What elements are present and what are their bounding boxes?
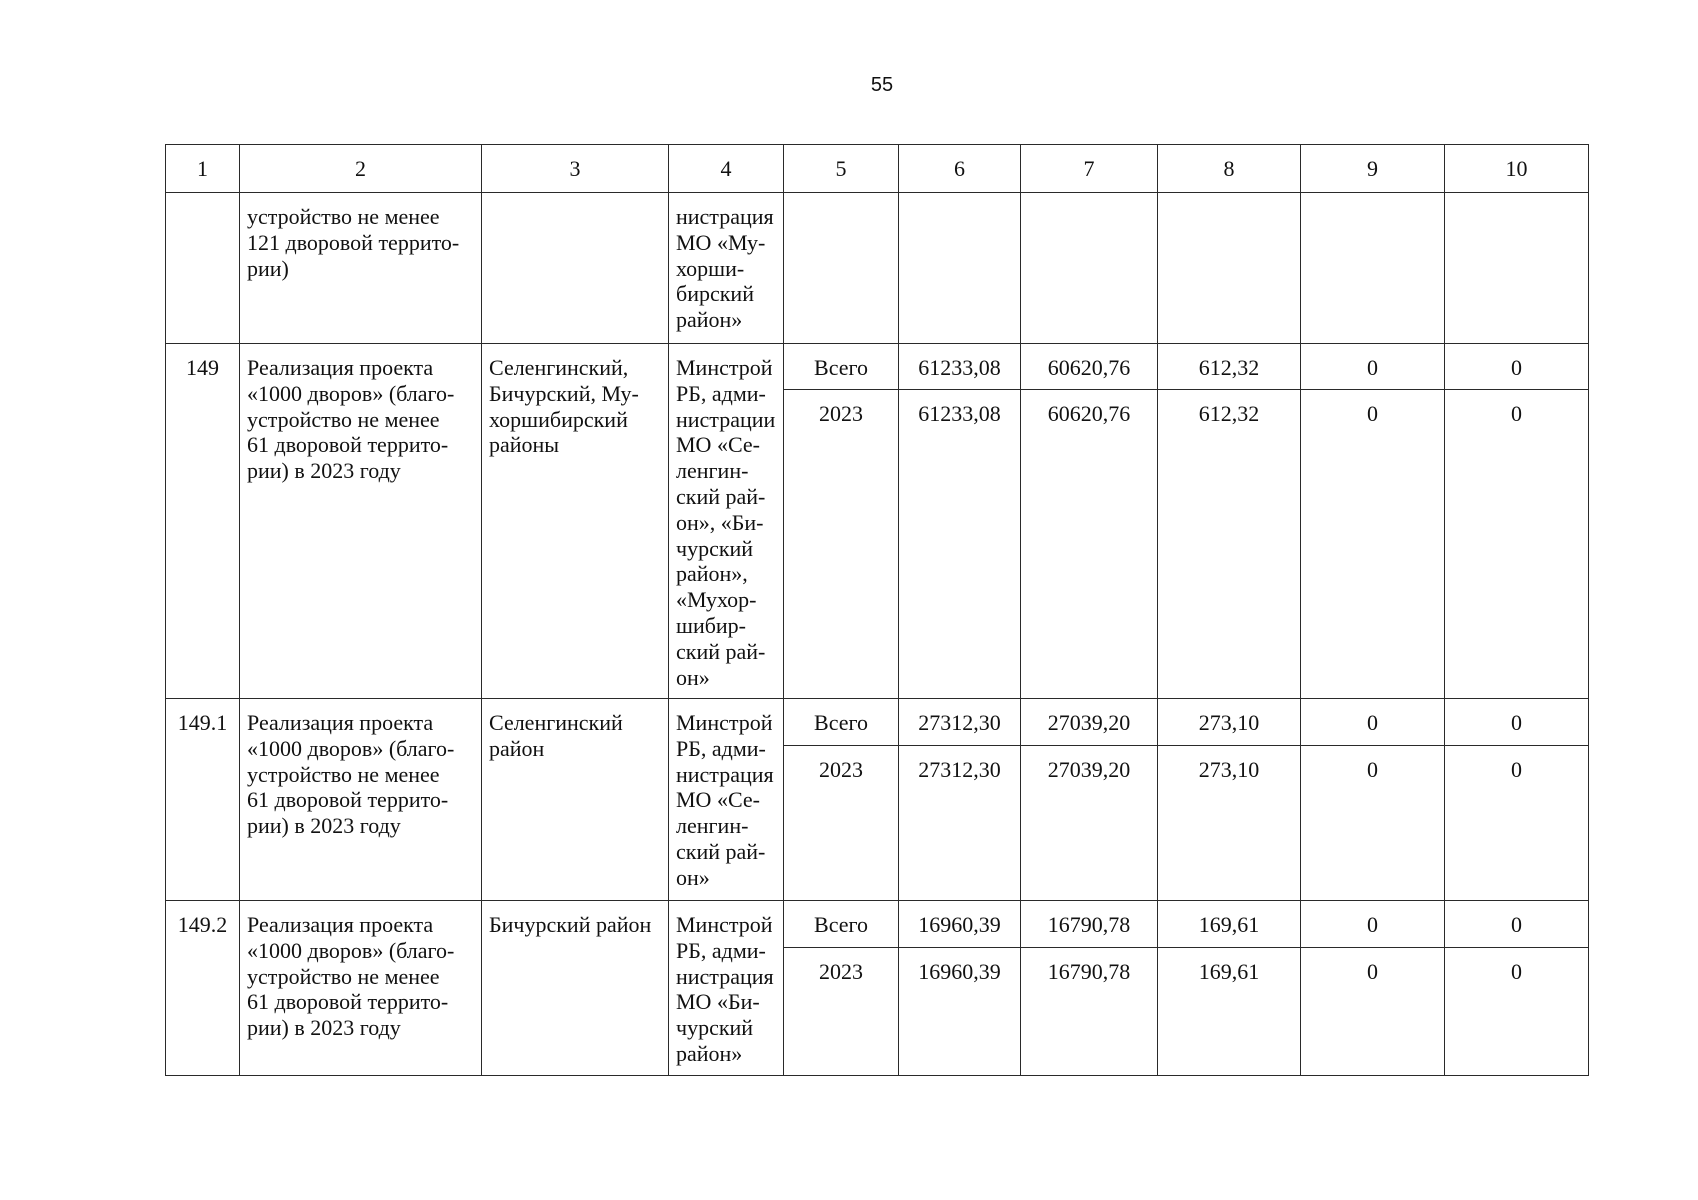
executor-cell: Минстрой РБ, адми- нистрация МО «Се- ленгин- ский рай- он» <box>669 699 784 901</box>
table-header-cell: 8 <box>1158 145 1301 193</box>
value-cell: 0 <box>1301 901 1445 948</box>
period-cell: 2023 <box>784 948 899 1076</box>
table-row <box>166 901 1589 948</box>
value-cell: 0 <box>1301 344 1445 390</box>
table-row <box>166 344 1589 390</box>
description-cell: Реализация проекта «1000 дворов» (благо- устройство не менее 61 дворовой террито- рии) в 2023 году <box>240 901 482 1076</box>
value-cell: 612,32 <box>1158 344 1301 390</box>
table-header-row <box>166 145 1589 193</box>
value-cell: 0 <box>1301 699 1445 746</box>
value-cell: 27312,30 <box>899 699 1021 746</box>
row-number-cell: 149 <box>166 344 240 699</box>
value-cell: 612,32 <box>1158 390 1301 699</box>
period-cell <box>784 193 899 344</box>
value-cell: 60620,76 <box>1021 390 1158 699</box>
description-cell: устройство не менее 121 дворовой террито- рии) <box>240 193 482 344</box>
value-cell: 0 <box>1445 344 1589 390</box>
value-cell: 273,10 <box>1158 699 1301 746</box>
executor-cell: нистрация МО «Му- хорши- бирский район» <box>669 193 784 344</box>
value-cell: 16960,39 <box>899 901 1021 948</box>
page-number: 55 <box>870 74 894 96</box>
value-cell: 0 <box>1445 746 1589 901</box>
description-cell: Реализация проекта «1000 дворов» (благо- устройство не менее 61 дворовой террито- рии) в 2023 году <box>240 344 482 699</box>
value-cell: 60620,76 <box>1021 344 1158 390</box>
value-cell <box>1301 193 1445 344</box>
value-cell: 0 <box>1301 948 1445 1076</box>
table-header-cell: 7 <box>1021 145 1158 193</box>
value-cell <box>1021 193 1158 344</box>
row-number-cell: 149.2 <box>166 901 240 1076</box>
district-cell: Селенгинский, Бичурский, Му- хоршибирский районы <box>482 344 669 699</box>
value-cell: 0 <box>1301 390 1445 699</box>
value-cell: 16960,39 <box>899 948 1021 1076</box>
table-header-cell: 4 <box>669 145 784 193</box>
value-cell: 27312,30 <box>899 746 1021 901</box>
value-cell: 16790,78 <box>1021 901 1158 948</box>
value-cell <box>899 193 1021 344</box>
period-cell: Всего <box>784 901 899 948</box>
district-cell <box>482 193 669 344</box>
table-header-cell: 3 <box>482 145 669 193</box>
table-header-cell: 1 <box>166 145 240 193</box>
period-cell: 2023 <box>784 390 899 699</box>
data-table <box>165 144 1589 1076</box>
value-cell: 0 <box>1445 948 1589 1076</box>
executor-cell: Минстрой РБ, адми- нистрация МО «Би- чурский район» <box>669 901 784 1076</box>
value-cell <box>1445 193 1589 344</box>
value-cell: 27039,20 <box>1021 699 1158 746</box>
period-cell: Всего <box>784 699 899 746</box>
value-cell: 169,61 <box>1158 948 1301 1076</box>
value-cell <box>1158 193 1301 344</box>
value-cell: 0 <box>1445 390 1589 699</box>
value-cell: 0 <box>1445 901 1589 948</box>
value-cell: 0 <box>1301 746 1445 901</box>
value-cell: 0 <box>1445 699 1589 746</box>
table-header-cell: 9 <box>1301 145 1445 193</box>
period-cell: Всего <box>784 344 899 390</box>
table-header-cell: 6 <box>899 145 1021 193</box>
table-row <box>166 699 1589 746</box>
row-number-cell <box>166 193 240 344</box>
value-cell: 16790,78 <box>1021 948 1158 1076</box>
value-cell: 27039,20 <box>1021 746 1158 901</box>
row-number-cell: 149.1 <box>166 699 240 901</box>
table-header-cell: 2 <box>240 145 482 193</box>
district-cell: Селенгинский район <box>482 699 669 901</box>
executor-cell: Минстрой РБ, адми- нистрации МО «Се- ленгин- ский рай- он», «Би- чурский район», «Мухор- шибир- ский рай- он» <box>669 344 784 699</box>
description-cell: Реализация проекта «1000 дворов» (благо- устройство не менее 61 дворовой террито- рии) в 2023 году <box>240 699 482 901</box>
value-cell: 61233,08 <box>899 344 1021 390</box>
value-cell: 169,61 <box>1158 901 1301 948</box>
table-header-cell: 5 <box>784 145 899 193</box>
value-cell: 61233,08 <box>899 390 1021 699</box>
table-row-continuation <box>166 193 1589 344</box>
value-cell: 273,10 <box>1158 746 1301 901</box>
district-cell: Бичурский район <box>482 901 669 1076</box>
period-cell: 2023 <box>784 746 899 901</box>
table-header-cell: 10 <box>1445 145 1589 193</box>
